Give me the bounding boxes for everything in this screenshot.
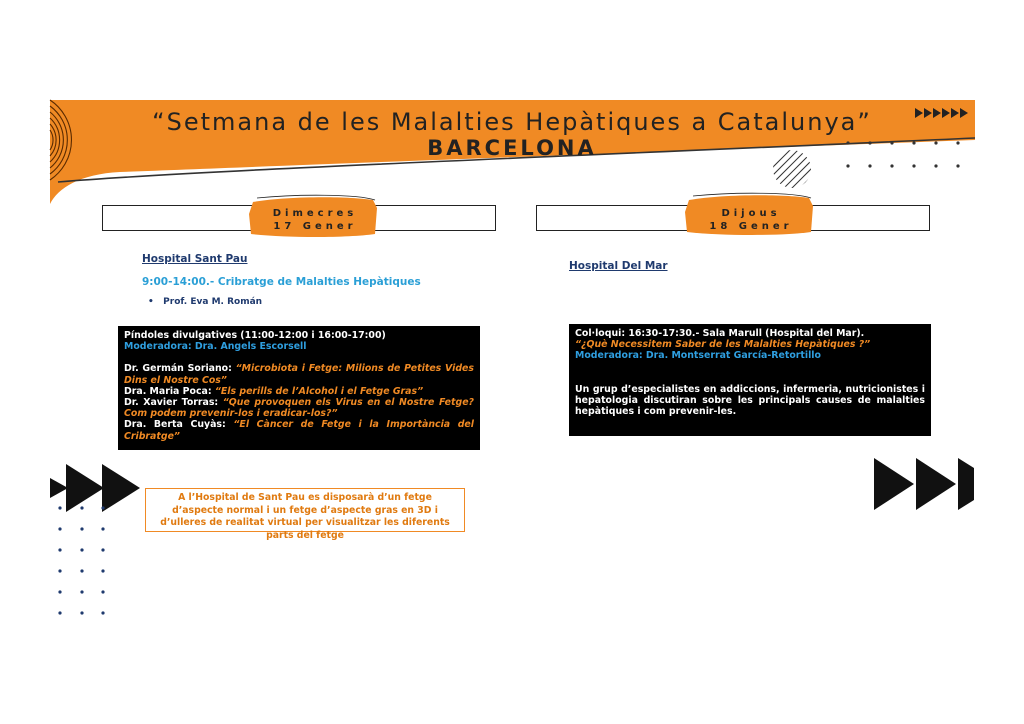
talk-speaker: Dra. Berta Cuyàs: (124, 419, 234, 431)
screening-schedule: 9:00-14:00.- Cribratge de Malalties Hepàtiques (142, 276, 421, 288)
left-box-moderator: Moderadora: Dra. Angels Escorsell (124, 341, 307, 353)
left-day-label (252, 207, 378, 233)
talk-item (124, 386, 474, 397)
talk-title: “Microbiota i Fetge: Milions de Petites Vides Dins el Nostre Cos” (124, 363, 474, 386)
talk-item (124, 363, 474, 385)
right-day-name: Dijous (721, 208, 781, 219)
talk-title: “Que provoquen els Virus en el Nostre Fetge? Com podem prevenir-los i eradicar-los?” (124, 397, 474, 420)
event-city: BARCELONA (427, 136, 597, 160)
talk-title: “Els perills de l’Alcohol i el Fetge Gras” (214, 385, 424, 397)
bullet-item (148, 297, 262, 307)
right-box-moderator: Moderadora: Dra. Montserrat García-Retortillo (575, 350, 821, 362)
talk-title: “El Càncer de Fetge i la Importància del Cribratge” (124, 419, 474, 442)
bottom-left-decoration (48, 460, 148, 620)
right-info-box (569, 324, 931, 436)
right-box-heading: Col·loqui: 16:30-17:30.- Sala Marull (Hospital del Mar). (575, 328, 865, 339)
bullet-text: Prof. Eva M. Román (163, 297, 263, 307)
hospital-sant-pau-link[interactable]: Hospital Sant Pau (142, 253, 248, 265)
talk-item (124, 419, 474, 441)
left-info-box (118, 326, 480, 450)
bullet-dot-icon: • (148, 297, 164, 307)
event-title: “Setmana de les Malalties Hepàtiques a Catalunya” (152, 108, 872, 136)
right-day-label (688, 207, 814, 233)
talk-item (124, 397, 474, 419)
right-box-body: Un grup d’especialistes en addiccions, infermeria, nutricionistes i hepatologia discutiran sobre les principals causes de malalties hepàtiques i com prevenir-les. (575, 383, 925, 418)
dot-column-icon (58, 506, 104, 614)
talk-speaker: Dr. Germán Soriano: (124, 363, 236, 375)
right-box-subtitle: “¿Què Necessitem Saber de les Malalties Hepàtiques ?” (575, 339, 871, 351)
talk-speaker: Dr. Xavier Torras: (124, 397, 223, 409)
talk-speaker: Dra. Maria Poca: (124, 385, 215, 397)
left-day-name: Dimecres (272, 208, 358, 219)
sant-pau-note: A l’Hospital de Sant Pau es disposarà d’un fetge d’aspecte normal i un fetge d’aspecte gras en 3D i d’ulleres de realitat virtual per visualitzar les diferents parts del fetge (145, 488, 465, 532)
left-day-date: 17 Gener (273, 221, 357, 232)
large-arrows-icon (50, 464, 140, 512)
right-day-date: 18 Gener (709, 221, 793, 232)
left-box-heading: Píndoles divulgatives (11:00-12:00 i 16:00-17:00) (124, 330, 386, 341)
bottom-right-arrows-icon (872, 456, 976, 512)
hospital-del-mar-link[interactable]: Hospital Del Mar (569, 260, 668, 272)
